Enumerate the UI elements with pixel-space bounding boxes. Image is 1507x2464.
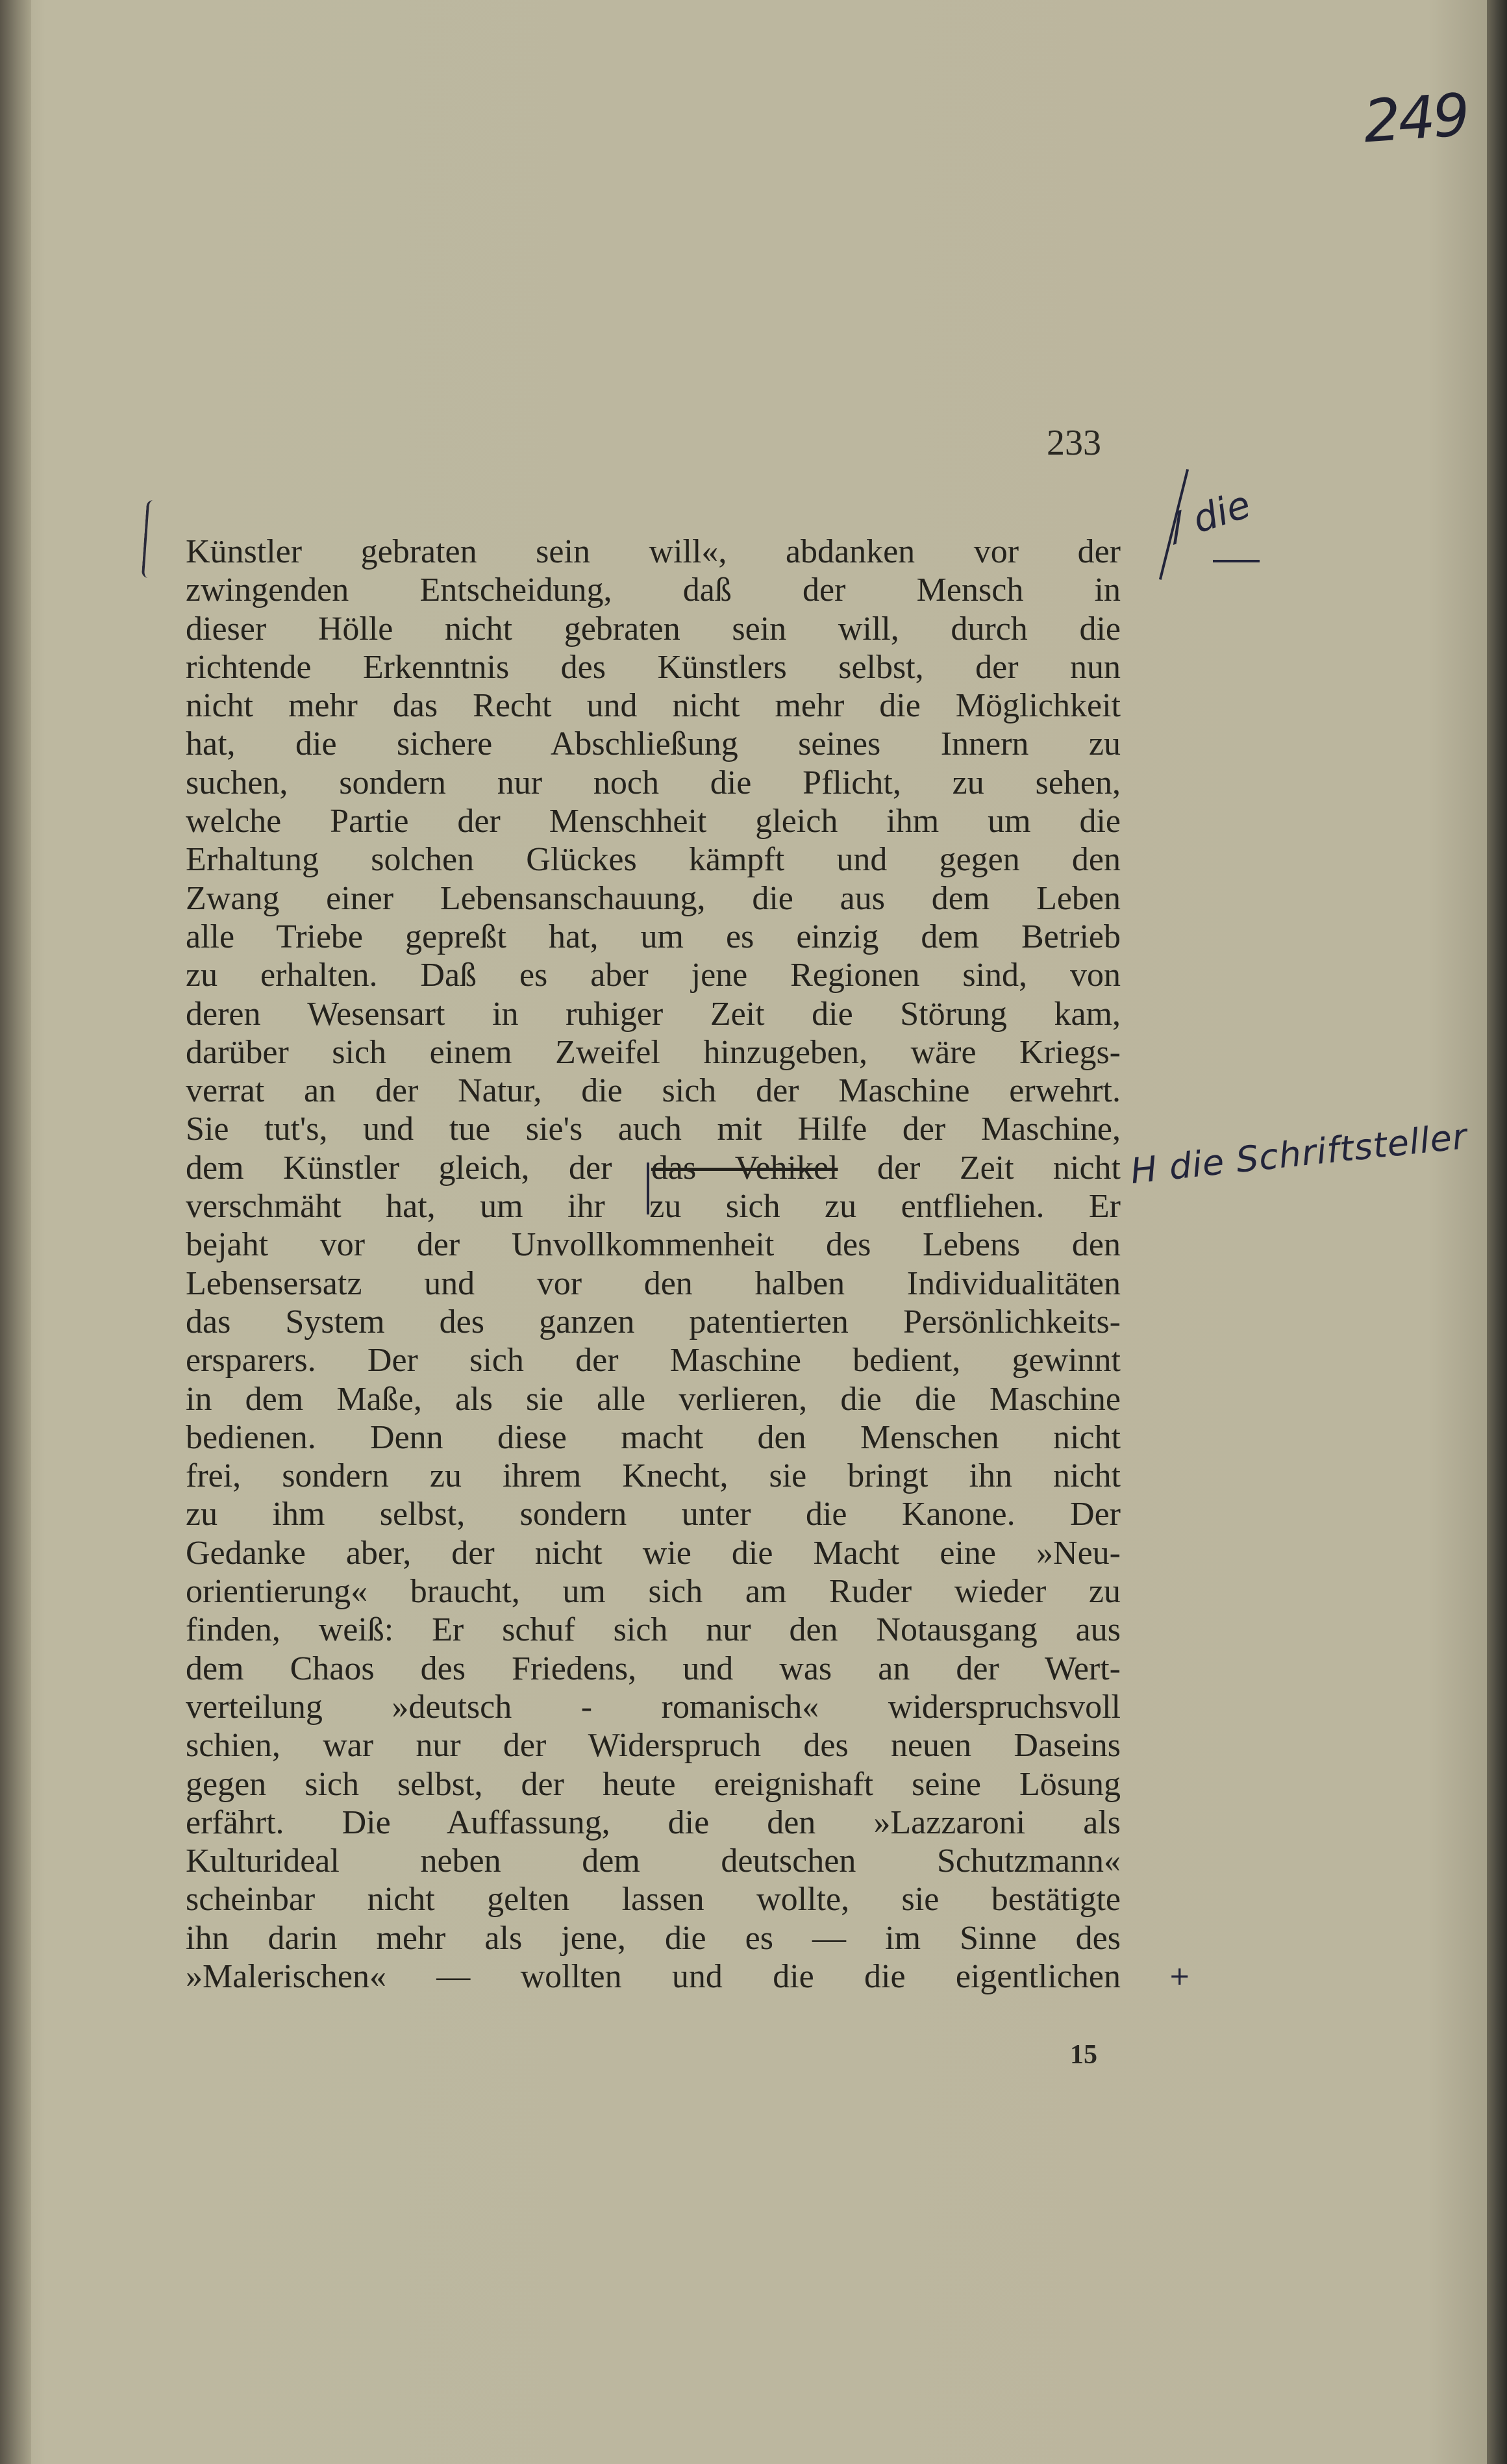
text-line: dem Chaos des Friedens, und was an der Wert- xyxy=(186,1650,1121,1687)
text-line: »Malerischen« — wollten und die die eigentlichen xyxy=(186,1957,1121,1995)
text-line: ihn darin mehr als jene, die es — im Sinne des xyxy=(186,1919,1121,1957)
margin-bracket-mark xyxy=(142,500,158,579)
text-line: schien, war nur der Widerspruch des neuen Daseins xyxy=(186,1727,1121,1765)
book-binding xyxy=(0,0,31,2464)
text-line: nicht mehr das Recht und nicht mehr die Möglichkeit xyxy=(186,687,1121,725)
text-line: in dem Maße, als sie alle verlieren, die die Maschine xyxy=(186,1380,1121,1418)
handwritten-folio-number: 249 xyxy=(1361,81,1470,157)
text-line: Gedanke aber, der nicht wie die Macht eine »Neu- xyxy=(186,1534,1121,1572)
marginal-note-top: / die xyxy=(1164,482,1256,549)
marginal-note-plus: + xyxy=(1169,1961,1191,1991)
text-line: scheinbar nicht gelten lassen wollte, sie bestätigte xyxy=(186,1881,1121,1918)
text-line: Lebensersatz und vor den halben Individualitäten xyxy=(186,1264,1121,1302)
text-line: bedienen. Denn diese macht den Menschen nicht xyxy=(186,1418,1121,1456)
text-line: erfährt. Die Auffassung, die den »Lazzaroni als xyxy=(186,1804,1121,1841)
text-line: dieser Hölle nicht gebraten sein will, durch die xyxy=(186,610,1121,647)
text-line: bejaht vor der Unvollkommenheit des Lebens den xyxy=(186,1226,1121,1264)
text-line: ersparers. Der sich der Maschine bedient, gewinnt xyxy=(186,1342,1121,1379)
body-text xyxy=(186,533,1121,1996)
text-segment: dem Künstler gleich, der xyxy=(186,1149,651,1187)
text-line: das System des ganzen patentierten Persönlichkeits- xyxy=(186,1303,1121,1340)
marginal-underline xyxy=(1213,560,1260,562)
signature-number: 15 xyxy=(1070,2040,1097,2070)
text-line: Erhaltung solchen Glückes kämpft und gegen den xyxy=(186,841,1121,879)
struck-text: das Vehikel xyxy=(651,1149,838,1187)
page-number: 233 xyxy=(1047,423,1101,463)
text-line: orientierung« braucht, um sich am Ruder wieder zu xyxy=(186,1573,1121,1611)
text-line: zu ihm selbst, sondern unter die Kanone. Der xyxy=(186,1496,1121,1533)
text-line: verschmäht hat, um ihr zu sich zu entfliehen. Er xyxy=(186,1188,1121,1226)
text-line: Künstler gebraten sein will«, abdanken vor der xyxy=(186,533,1121,570)
text-line: finden, weiß: Er schuf sich nur den Notausgang aus xyxy=(186,1611,1121,1649)
text-line: darüber sich einem Zweifel hinzugeben, wäre Kriegs- xyxy=(186,1033,1121,1071)
text-line: gegen sich selbst, der heute ereignishaft seine Lösung xyxy=(186,1765,1121,1803)
text-line: zwingenden Entscheidung, daß der Mensch in xyxy=(186,572,1121,609)
text-line: Zwang einer Lebensanschauung, die aus dem Leben xyxy=(186,879,1121,917)
text-line: deren Wesensart in ruhiger Zeit die Störung kam, xyxy=(186,995,1121,1033)
marginal-note-correction: H die Schriftsteller xyxy=(1128,1115,1469,1192)
text-line: suchen, sondern nur noch die Pflicht, zu sehen, xyxy=(186,764,1121,801)
text-line: hat, die sichere Abschließung seines Innern zu xyxy=(186,725,1121,763)
text-line-with-strikethrough xyxy=(186,1149,1121,1187)
text-segment: der Zeit nicht xyxy=(838,1149,1121,1187)
text-line: alle Triebe gepreßt hat, um es einzig dem Betrieb xyxy=(186,918,1121,955)
text-line: welche Partie der Menschheit gleich ihm um die xyxy=(186,803,1121,840)
text-line: Sie tut's, und tue sie's auch mit Hilfe der Maschine, xyxy=(186,1111,1121,1148)
page-edge xyxy=(1487,0,1507,2464)
text-line: verteilung »deutsch - romanisch« widerspruchsvoll xyxy=(186,1688,1121,1726)
text-line: verrat an der Natur, die sich der Maschine erwehrt. xyxy=(186,1072,1121,1110)
text-line: frei, sondern zu ihrem Knecht, sie bringt ihn nicht xyxy=(186,1457,1121,1495)
text-line: zu erhalten. Daß es aber jene Regionen sind, von xyxy=(186,957,1121,994)
text-line: richtende Erkenntnis des Künstlers selbst, der nun xyxy=(186,648,1121,686)
text-line: Kulturideal neben dem deutschen Schutzmann« xyxy=(186,1842,1121,1880)
